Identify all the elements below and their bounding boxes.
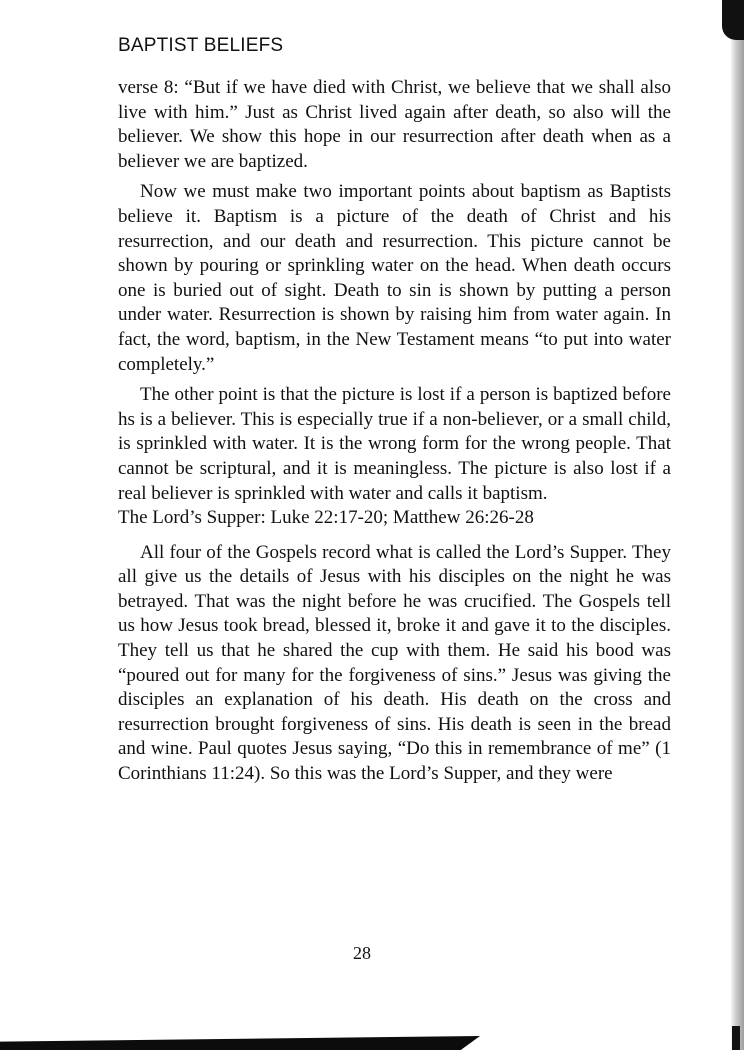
scan-shadow-top-right xyxy=(722,0,744,40)
body-text xyxy=(118,76,671,793)
scan-shadow-bottom-right xyxy=(732,1026,740,1050)
paragraph-2: Now we must make two important points about baptism as Baptists believe it. Baptism is a picture of the death of Christ and his resurrection, and our death and resurrection. This picture cannot be shown by pouring or sprinkling water on the head. When death occurs one is buried out of sight. Death to sin is shown by putting a person under water. Resurrection is shown by raising him from water again. In fact, the word, baptism, in the New Testament means “to put into water completely.” xyxy=(118,181,671,375)
paragraph-3: The other point is that the picture is lost if a person is baptized before hs is a believer. This is especially true if a non-believer, or a small child, is sprinkled with water. It is the wrong form for the wrong people. That cannot be scriptural, and it is meaningless. The picture is also lost if a real believer is sprinkled with water and calls it baptism. xyxy=(118,384,671,504)
paragraph-4: All four of the Gospels record what is called the Lord’s Supper. They all give us the details of Jesus with his disciples on the night he was betrayed. That was the night before he was crucified. The Gospels tell us how Jesus took bread, blessed it, broke it and gave it to the disciples. They tell us that he shared the cup with them. He said his bood was “poured out for many for the forgiveness of sins.” Jesus was giving the disciples an explanation of his death. His death on the cross and resurrection brought forgiveness of sins. His death is seen in the bread and wine. Paul quotes Jesus saying, “Do this in remembrance of me” (1 Corinthians 11:24). So this was the Lord’s Supper, and they were xyxy=(118,541,671,785)
scan-shadow-right xyxy=(730,0,744,1050)
scan-shadow-bottom xyxy=(0,1036,480,1050)
section-heading: The Lord’s Supper: Luke 22:17-20; Matthew 26:26-28 xyxy=(118,507,534,529)
running-title: BAPTIST BELIEFS xyxy=(118,35,284,56)
page-number: 28 xyxy=(353,943,371,963)
paragraph-1: verse 8: “But if we have died with Christ, we believe that we shall also live with him.” Just as Christ lived again after death, so also will the believer. We show this hope in our resurrection after death when as a believer we are baptized. xyxy=(118,77,671,172)
